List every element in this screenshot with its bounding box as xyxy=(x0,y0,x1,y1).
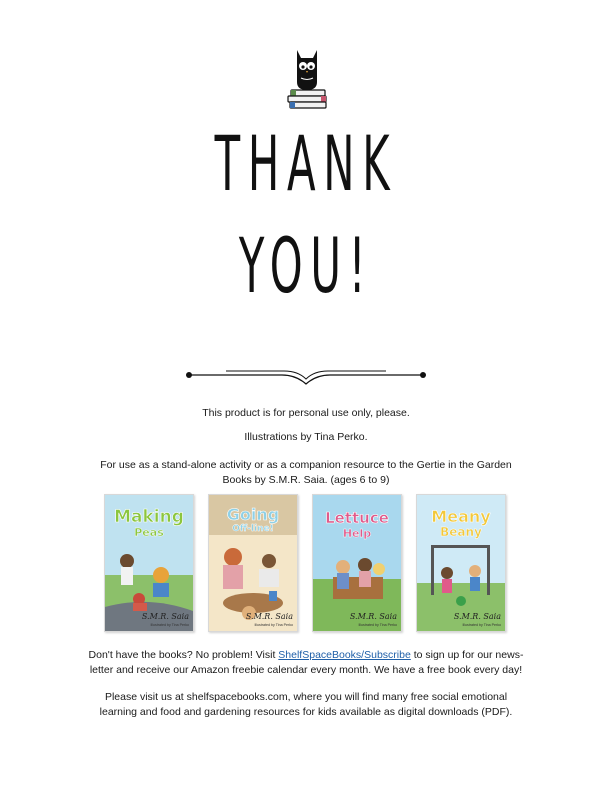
book-author: S.M.R. Saia xyxy=(245,612,293,621)
subscribe-line1 xyxy=(70,648,542,663)
illustrations-credit: Illustrations by Tina Perko. xyxy=(244,431,368,443)
subscribe-text-before: Don't have the books? No problem! Visit xyxy=(88,649,279,661)
owl-on-books-logo xyxy=(283,44,331,114)
book-author: S.M.R. Saia xyxy=(349,612,397,621)
book-cover-making-peas[interactable] xyxy=(104,494,194,632)
you-heading: YOU! xyxy=(238,221,374,310)
book-cover-lettuce-help[interactable] xyxy=(312,494,402,632)
subscribe-link[interactable]: ShelfSpaceBooks/Subscribe xyxy=(278,649,411,661)
book-title-line1: Meany xyxy=(431,507,491,526)
book-title-line2: Help xyxy=(342,527,372,540)
subscribe-line2: letter and receive our Amazon freebie calendar every month. We have a free book every day! xyxy=(89,664,523,676)
use-note-line1: For use as a stand-alone activity or as a companion resource to the Gertie in the Garden xyxy=(100,459,512,471)
open-book-divider xyxy=(186,362,426,388)
use-note-line2: Books by S.M.R. Saia. (ages 6 to 9) xyxy=(222,474,390,486)
book-title-line2: Beany xyxy=(440,525,482,539)
book-title-line2: Off-line! xyxy=(232,524,274,534)
book-illustrator: Illustrated by Tina Perko xyxy=(254,623,293,627)
book-title-line1: Lettuce xyxy=(325,509,389,527)
book-illustrator: Illustrated by Tina Perko xyxy=(358,623,397,627)
footer-line2: learning and food and gardening resources for kids available as digital downloads (PDF). xyxy=(99,706,513,718)
book-title-line2: Peas xyxy=(134,526,164,539)
book-illustrator: Illustrated by Tina Perko xyxy=(150,623,189,627)
book-author: S.M.R. Saia xyxy=(453,612,501,621)
book-covers-row xyxy=(104,494,508,632)
personal-use-note: This product is for personal use only, please. xyxy=(202,407,410,419)
book-author: S.M.R. Saia xyxy=(141,612,189,621)
book-title-line1: Making xyxy=(114,507,184,527)
book-cover-meany-beany[interactable] xyxy=(416,494,506,632)
subscribe-text-after: to sign up for our news- xyxy=(410,649,524,661)
footer-line1: Please visit us at shelfspacebooks.com, where you will find many free social emotional xyxy=(104,691,508,703)
book-illustrator: Illustrated by Tina Perko xyxy=(462,623,501,627)
book-cover-going-offline[interactable] xyxy=(208,494,298,632)
book-title-line1: Going xyxy=(226,505,280,524)
thank-heading: THANK xyxy=(214,119,398,208)
